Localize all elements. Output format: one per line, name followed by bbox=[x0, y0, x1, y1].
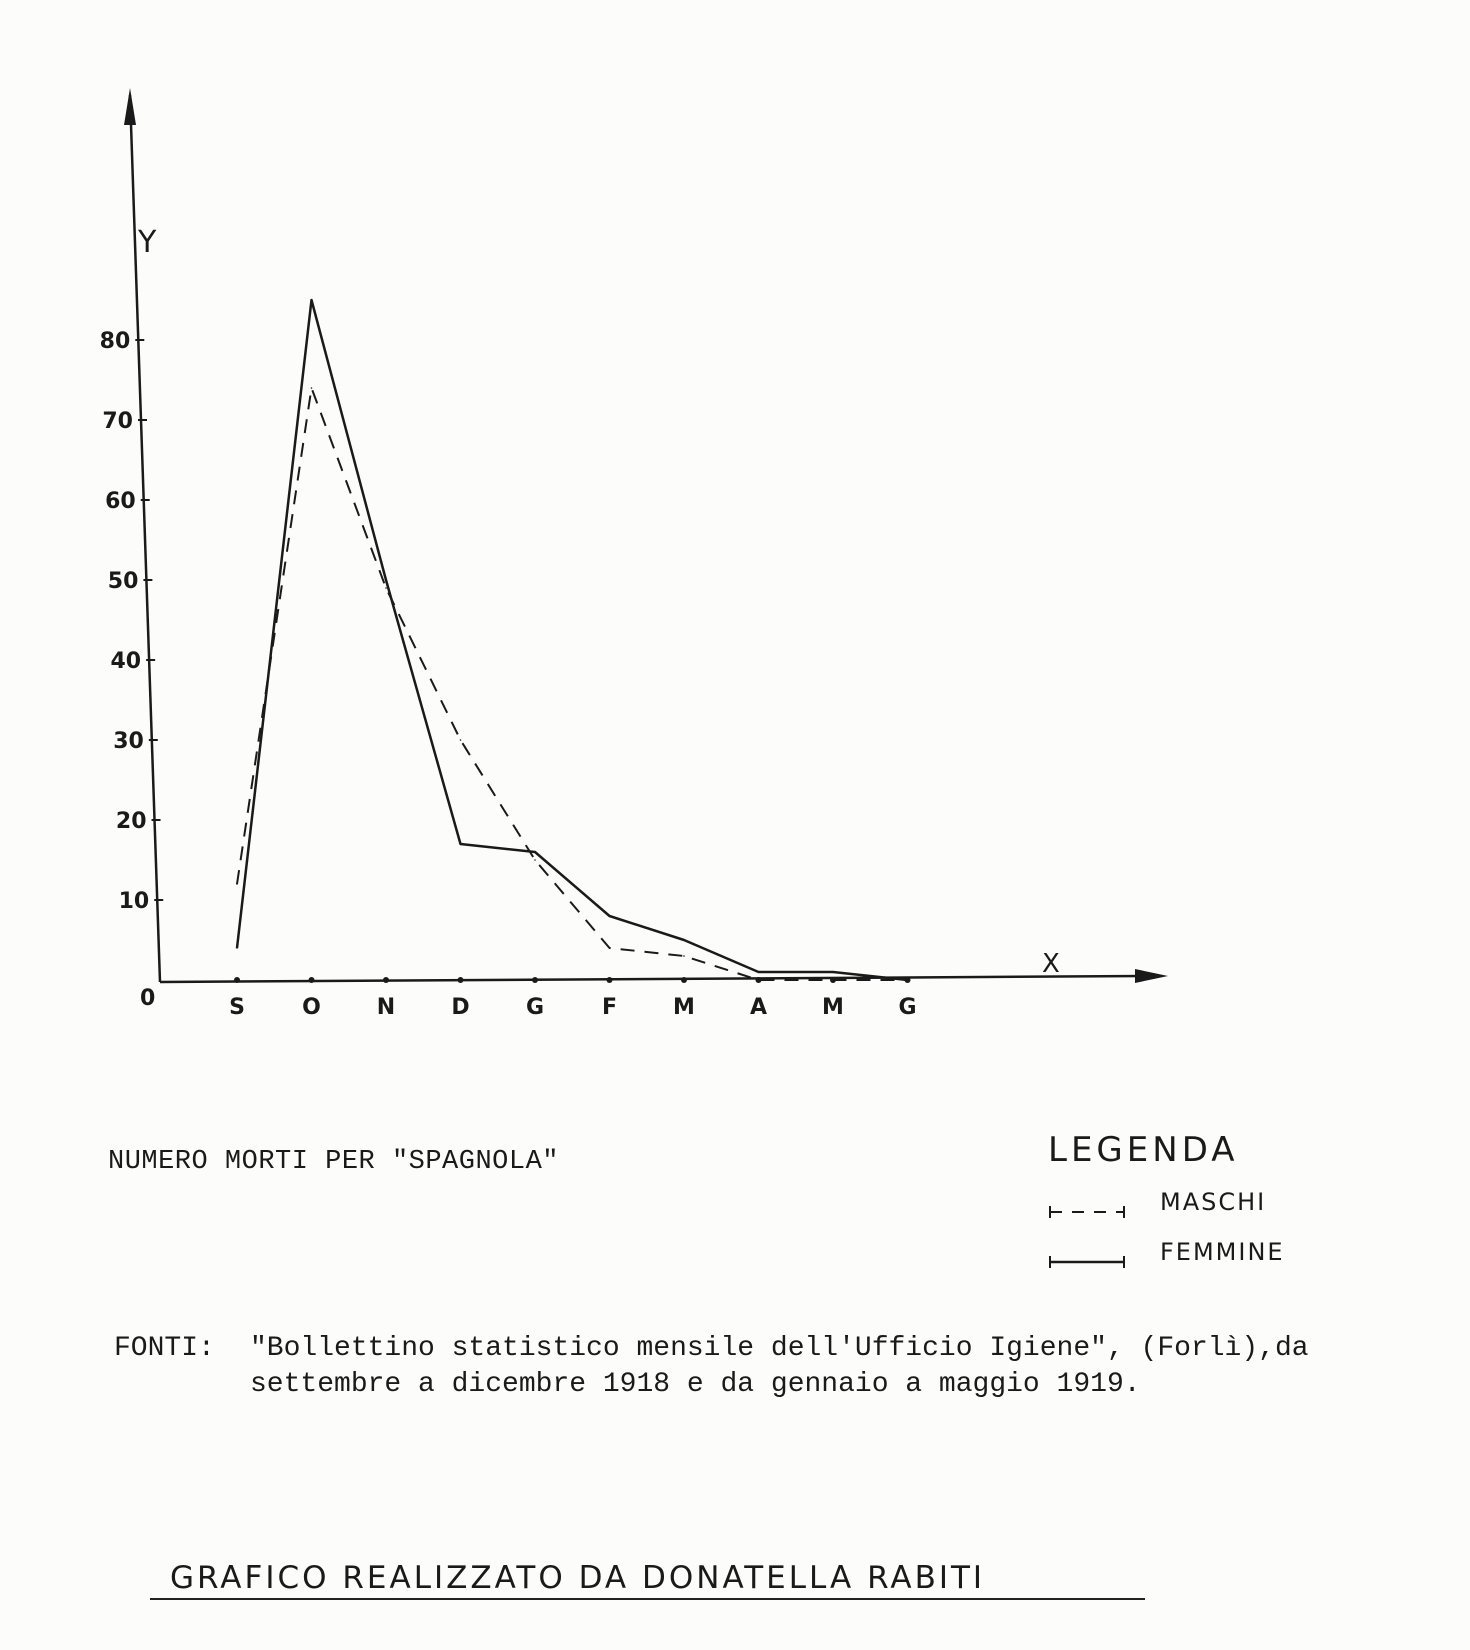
y-tick-label: 60 bbox=[105, 489, 136, 514]
x-tick-label: M bbox=[673, 995, 695, 1020]
x-tick bbox=[234, 977, 240, 983]
y-tick-label: 80 bbox=[99, 329, 131, 354]
data-point-maschi bbox=[609, 947, 611, 949]
legend-item-femmine bbox=[1048, 1238, 1348, 1288]
legend bbox=[1048, 1130, 1348, 1288]
data-point-maschi bbox=[385, 587, 387, 589]
x-tick-label: S bbox=[229, 995, 245, 1020]
origin-label: 0 bbox=[140, 986, 156, 1011]
data-point-femmine bbox=[907, 979, 909, 981]
x-tick bbox=[681, 977, 687, 983]
credit-line: GRAFICO REALIZZATO DA DONATELLA RABITI bbox=[150, 1560, 1145, 1600]
x-tick-label: N bbox=[376, 995, 396, 1020]
x-ticks bbox=[229, 977, 916, 1020]
data-point-femmine bbox=[609, 915, 611, 917]
y-tick-label: 10 bbox=[118, 889, 150, 914]
data-point-maschi bbox=[683, 955, 685, 957]
data-point-femmine bbox=[534, 851, 536, 853]
x-tick bbox=[309, 977, 315, 983]
y-tick-label: 20 bbox=[115, 809, 147, 834]
x-tick-label: F bbox=[601, 995, 618, 1020]
x-tick bbox=[607, 977, 613, 983]
x-tick-label: D bbox=[451, 995, 470, 1020]
data-point-femmine bbox=[236, 947, 238, 949]
x-tick-label: A bbox=[749, 995, 768, 1020]
y-tick-label: 70 bbox=[102, 409, 133, 434]
data-point-femmine bbox=[311, 299, 313, 301]
legend-label-maschi: MASCHI bbox=[1160, 1188, 1267, 1216]
series-line-femmine bbox=[237, 300, 908, 980]
legend-label-femmine: FEMMINE bbox=[1160, 1238, 1285, 1266]
data-point-maschi bbox=[758, 979, 760, 981]
data-point-femmine bbox=[385, 579, 387, 581]
data-point-femmine bbox=[758, 971, 760, 973]
x-axis-line bbox=[160, 976, 1150, 982]
data-point-femmine bbox=[683, 939, 685, 941]
legend-title: LEGENDA bbox=[1048, 1130, 1239, 1170]
data-point-maschi bbox=[832, 979, 834, 981]
y-tick-label: 50 bbox=[107, 569, 139, 594]
data-point-maschi bbox=[311, 387, 313, 389]
x-tick bbox=[458, 977, 464, 983]
y-tick-label: 30 bbox=[113, 729, 144, 754]
x-tick-label: G bbox=[898, 995, 917, 1020]
data-point-maschi bbox=[534, 859, 536, 861]
y-axis-arrow bbox=[124, 88, 136, 125]
y-tick-label: 40 bbox=[110, 649, 142, 674]
data-point-maschi bbox=[460, 739, 462, 741]
x-tick-label: G bbox=[525, 995, 545, 1020]
y-axis-label: Y bbox=[138, 225, 157, 260]
data-point-femmine bbox=[832, 971, 834, 973]
sources-note bbox=[114, 1331, 1444, 1403]
data-point-femmine bbox=[460, 843, 462, 845]
x-axis-arrow bbox=[1135, 969, 1168, 983]
series-line-maschi bbox=[237, 388, 908, 980]
legend-item-maschi bbox=[1048, 1188, 1348, 1238]
chart-title: NUMERO MORTI PER "SPAGNOLA" bbox=[108, 1147, 559, 1177]
x-axis-label: X bbox=[1042, 949, 1060, 979]
legend-swatch-solid bbox=[1048, 1252, 1128, 1272]
sources-label: FONTI: bbox=[114, 1333, 215, 1364]
x-tick-label: M bbox=[822, 995, 844, 1020]
x-tick bbox=[532, 977, 538, 983]
x-tick bbox=[383, 977, 389, 983]
series-lines bbox=[236, 299, 908, 981]
axes bbox=[124, 88, 1168, 983]
legend-swatch-dashed bbox=[1048, 1202, 1128, 1222]
sources-text: "Bollettino statistico mensile dell'Ufficio Igiene", (Forlì),da settembre a dicembre 1918 e da gennaio a maggio 1919. bbox=[250, 1333, 1309, 1400]
data-point-maschi bbox=[236, 883, 238, 885]
x-tick-label: O bbox=[302, 995, 321, 1020]
